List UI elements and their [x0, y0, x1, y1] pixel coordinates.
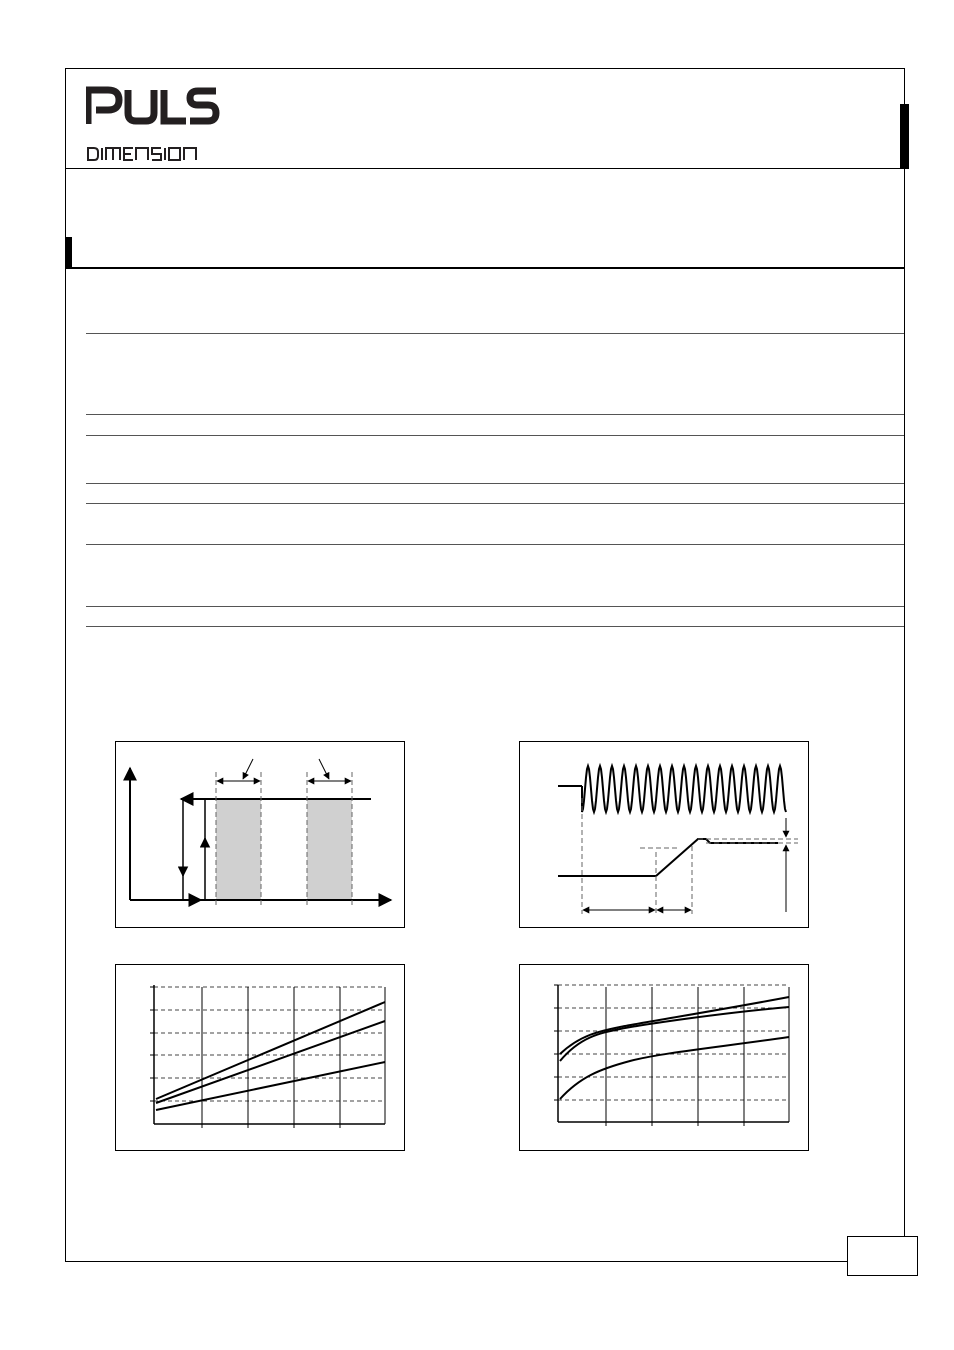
title-tab-marker [65, 237, 72, 269]
title-rule [65, 267, 905, 269]
header-rule [65, 168, 905, 169]
table-rule [86, 414, 904, 415]
table-rule [86, 435, 904, 436]
table-rule [86, 483, 904, 484]
table-rule [86, 626, 904, 627]
linear-characteristics-chart [115, 964, 405, 1151]
table-rule [86, 333, 904, 334]
curve-characteristics-chart [519, 964, 809, 1151]
table-rule [86, 544, 904, 545]
puls-logo [86, 86, 226, 166]
table-rule [86, 606, 904, 607]
input-hysteresis-diagram [115, 741, 405, 928]
hold-up-timing-diagram [519, 741, 809, 928]
page-number-box [847, 1236, 918, 1276]
header-side-bar [900, 104, 909, 169]
table-rule [86, 503, 904, 504]
